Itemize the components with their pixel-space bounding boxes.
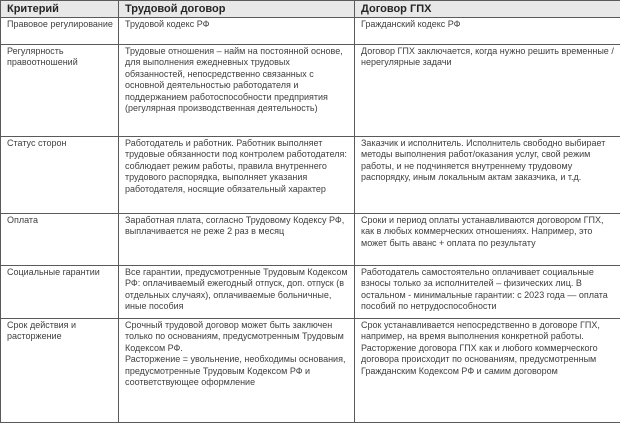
criterion-cell: Оплата: [1, 214, 119, 266]
gph-cell: [355, 319, 620, 423]
labor-cell: Трудовой кодекс РФ: [119, 18, 355, 45]
labor-paragraph: Расторжение = увольнение, необходимы основания, предусмотренные Трудовым Кодексом РФ и соответствующее оформление: [125, 354, 346, 388]
table-row: [1, 214, 620, 266]
labor-cell: Заработная плата, согласно Трудовому Кодексу РФ, выплачивается не реже 2 раз в месяц: [119, 214, 355, 266]
table-row: [1, 266, 620, 319]
table-row: [1, 137, 620, 214]
gph-cell: Работодатель самостоятельно оплачивает социальные взносы только за исполнителей – физических лиц. В остальном - минимальные гарантии: с 2023 года — оплата пособий по нетрудоспособности: [355, 266, 620, 319]
labor-cell: Трудовые отношения – найм на постоянной основе, для выполнения ежедневных трудовых обязанностей, непосредственно связанных с основной деятельностью работодателя и поддержанием работоспособности предприятия (регулярная производственная деятельность): [119, 45, 355, 137]
gph-cell: Гражданский кодекс РФ: [355, 18, 620, 45]
gph-cell: Договор ГПХ заключается, когда нужно решить временные / нерегулярные задачи: [355, 45, 620, 137]
criterion-cell: Правовое регулирование: [1, 18, 119, 45]
criterion-cell: Срок действия и расторжение: [1, 319, 119, 423]
header-labor-contract: Трудовой договор: [119, 1, 355, 18]
labor-paragraph: Срочный трудовой договор может быть заключен только по основаниям, предусмотренным Трудовым Кодексом РФ.: [125, 320, 344, 353]
gph-paragraph: Срок устанавливается непосредственно в договоре ГПХ, например, на время выполнения конкретной работы.: [361, 320, 600, 342]
header-row: [1, 1, 620, 18]
labor-cell: Работодатель и работник. Работник выполняет трудовые обязанности под контролем работодателя: соблюдает режим работы, правила внутреннего трудового распорядка, выполняет указания работодателя, носящие обязательный характер: [119, 137, 355, 214]
labor-cell: [119, 319, 355, 423]
criterion-cell: Социальные гарантии: [1, 266, 119, 319]
criterion-cell: Статус сторон: [1, 137, 119, 214]
table-row: [1, 18, 620, 45]
table-row: [1, 319, 620, 423]
gph-cell: Сроки и период оплаты устанавливаются договором ГПХ, как в любых коммерческих отношениях. Например, это может быть аванс + оплата по результату: [355, 214, 620, 266]
gph-paragraph: Расторжение договора ГПХ как и любого коммерческого договора происходит по основаниям, предусмотренным Гражданским Кодексом РФ и самим договором: [361, 342, 598, 376]
header-criterion: Критерий: [1, 1, 119, 18]
table-row: [1, 45, 620, 137]
header-gph-contract: Договор ГПХ: [355, 1, 620, 18]
labor-cell: Все гарантии, предусмотренные Трудовым Кодексом РФ: оплачиваемый ежегодный отпуск, доп. отпуск (в отдельных случаях), оплачиваемые больничные, иные пособия: [119, 266, 355, 319]
criterion-cell: Регулярность правоотношений: [1, 45, 119, 137]
gph-cell: Заказчик и исполнитель. Исполнитель свободно выбирает методы выполнения работ/оказания услуг, свой режим работы, и не подчиняется внутреннему трудовому распорядку, иным локальным актам заказчика, и т.д.: [355, 137, 620, 214]
